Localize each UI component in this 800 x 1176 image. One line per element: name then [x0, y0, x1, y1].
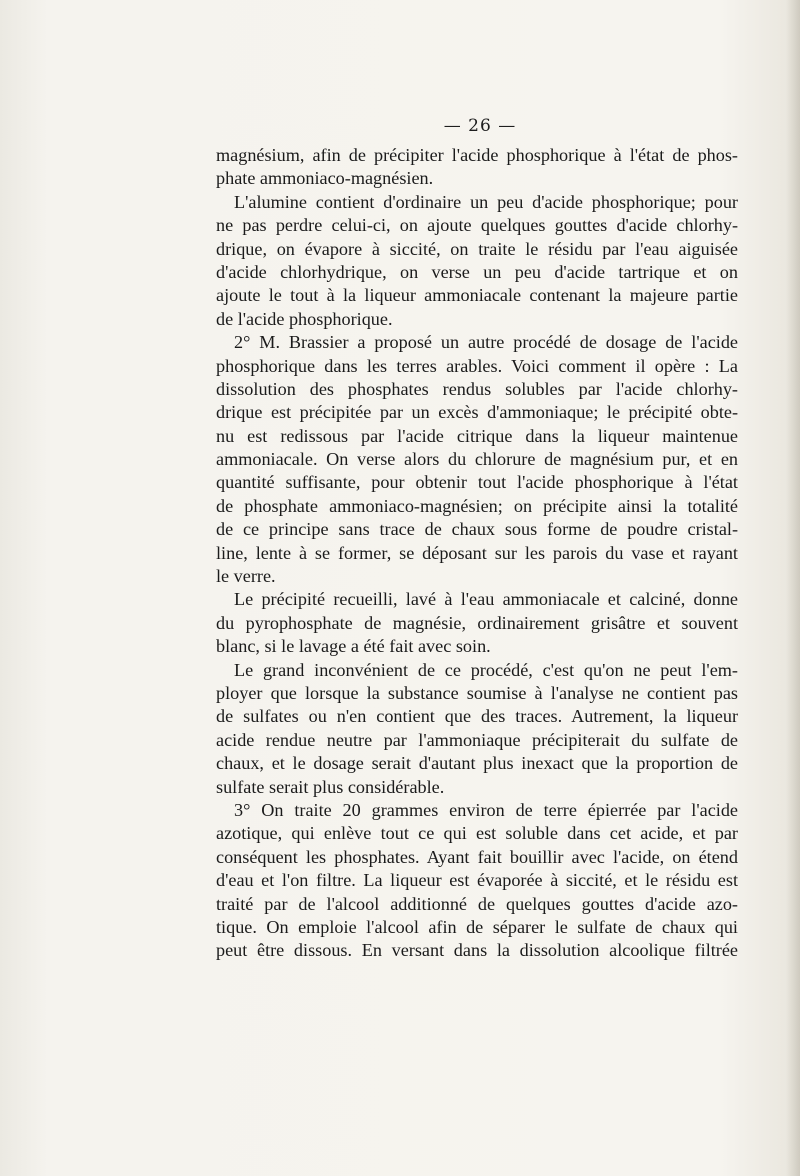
text-line: d'eau et l'on filtre. La liqueur est évaporée à siccité, et le résidu est — [216, 870, 738, 891]
text-line: L'alumine contient d'ordinaire un peu d'acide phosphorique; pour — [234, 191, 738, 212]
text-line: drique, on évapore à siccité, on traite le résidu par l'eau aiguisée — [216, 238, 738, 259]
text-line: line, lente à se former, se déposant sur les parois du vase et rayant — [216, 542, 738, 563]
text-line: le verre. — [216, 566, 276, 587]
page-edge-shadow — [786, 0, 800, 1176]
text-line: tique. On emploie l'alcool afin de séparer le sulfate de chaux qui — [216, 916, 738, 937]
text-line: conséquent les phosphates. Ayant fait bouillir avec l'acide, on étend — [216, 846, 738, 867]
text-line: peut être dissous. En versant dans la dissolution alcoolique filtrée — [216, 940, 738, 961]
text-line: drique est précipitée par un excès d'ammoniaque; le précipité obte- — [216, 402, 738, 423]
text-line: ne pas perdre celui-ci, on ajoute quelques gouttes d'acide chlorhy- — [216, 215, 738, 236]
text-line: ployer que lorsque la substance soumise à l'analyse ne contient pas — [216, 682, 738, 703]
text-line: d'acide chlorhydrique, on verse un peu d'acide tartrique et on — [216, 261, 738, 282]
text-line: nu est redissous par l'acide citrique dans la liqueur maintenue — [216, 425, 738, 446]
body-text — [216, 144, 738, 963]
text-line: de phosphate ammoniaco-magnésien; on précipite ainsi la totalité — [216, 495, 738, 516]
text-line: sulfate serait plus considérable. — [216, 776, 445, 797]
text-line: ajoute le tout à la liqueur ammoniacale contenant la majeure partie — [216, 285, 738, 306]
text-line: acide rendue neutre par l'ammoniaque précipiterait du sulfate de — [216, 729, 738, 750]
text-line: de sulfates ou n'en contient que des traces. Autrement, la liqueur — [216, 706, 738, 727]
text-line: Le grand inconvénient de ce procédé, c'est qu'on ne peut l'em- — [234, 659, 738, 680]
text-line: ammoniacale. On verse alors du chlorure de magnésium pur, et en — [216, 449, 738, 470]
text-line: 3° On traite 20 grammes environ de terre épierrée par l'acide — [234, 799, 738, 820]
text-line: de l'acide phosphorique. — [216, 308, 393, 329]
text-line: azotique, qui enlève tout ce qui est soluble dans cet acide, et par — [216, 823, 738, 844]
text-line: phosphorique dans les terres arables. Voici comment il opère : La — [216, 355, 738, 376]
text-line: traité par de l'alcool additionné de quelques gouttes d'acide azo- — [216, 893, 738, 914]
text-line: 2° M. Brassier a proposé un autre procédé de dosage de l'acide — [234, 332, 738, 353]
text-line: du pyrophosphate de magnésie, ordinairement grisâtre et souvent — [216, 612, 738, 633]
text-line: Le précipité recueilli, lavé à l'eau ammoniacale et calciné, donne — [234, 589, 738, 610]
text-line: chaux, et le dosage serait d'autant plus inexact que la proportion de — [216, 753, 738, 774]
text-line: phate ammoniaco-magnésien. — [216, 168, 434, 189]
text-line: magnésium, afin de précipiter l'acide phosphorique à l'état de phos- — [216, 145, 738, 165]
text-line: blanc, si le lavage a été fait avec soin. — [216, 636, 491, 657]
text-line: quantité suffisante, pour obtenir tout l'acide phosphorique à l'état — [216, 472, 738, 493]
page-number: — 26 — — [443, 116, 517, 136]
text-line: de ce principe sans trace de chaux sous forme de poudre cristal- — [216, 519, 738, 540]
text-line: dissolution des phosphates rendus solubles par l'acide chlorhy- — [216, 378, 738, 399]
